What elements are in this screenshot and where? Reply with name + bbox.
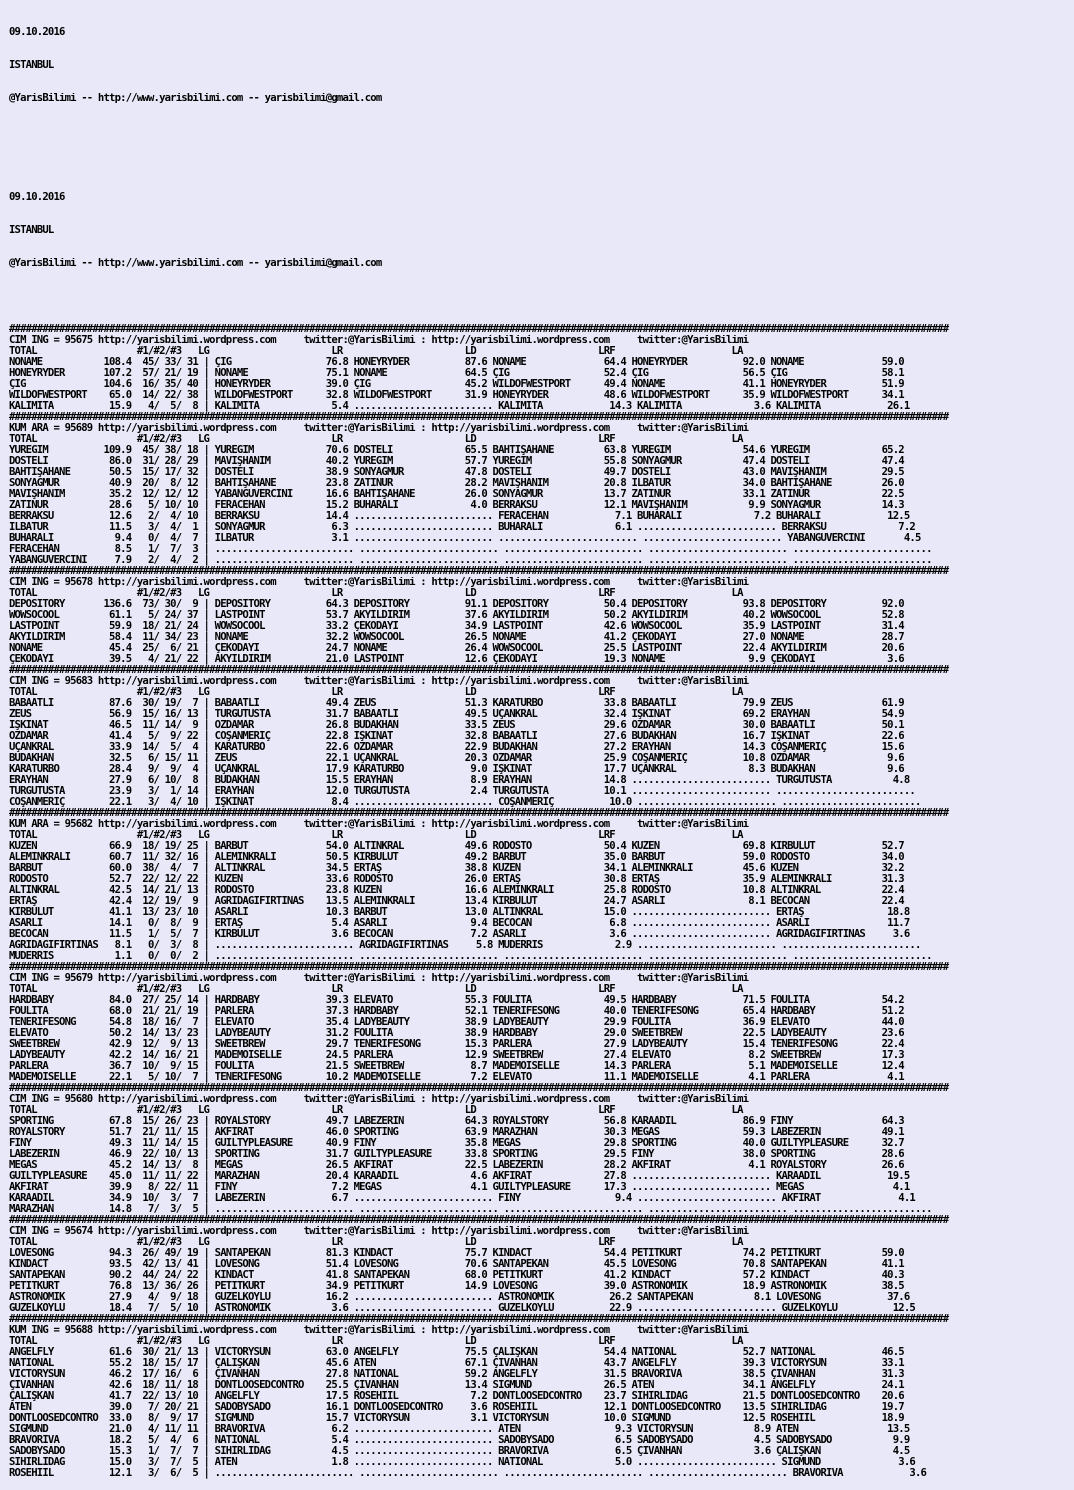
table-line: WOWSOCOOL 61.1 5/ 24/ 37 | LASTPOINT 53.7 AKYILDIRIM 37.6 AKYILDIRIM 50.2 AKYILDIRIM 40.2 WOWSOCOOL 52.8 — [9, 610, 904, 621]
table-line: İLBATUR 11.5 3/ 4/ 1 | SONYAGMUR 6.3 ......................... BUHARALI 6.1 ......................... BERRAKSU 7.2 — [9, 522, 915, 533]
separator-line: ######################################################################################################################################################################### — [9, 1314, 949, 1325]
table-line: RODOSTO 52.7 22/ 12/ 22 | KUZEN 33.6 RODOSTO 26.0 ERTAŞ 30.8 ERTAŞ 35.9 ALEMİNKRALI 31.3 — [9, 874, 904, 885]
separator-line: ######################################################################################################################################################################### — [9, 324, 949, 335]
table-line: KIRBULUT 41.1 13/ 23/ 10 | ASARLI 10.3 BARBUT 13.0 ALTINKRAL 15.0 ......................... ERTAŞ 18.8 — [9, 907, 910, 918]
table-line: COŞANMERİÇ 22.1 3/ 4/ 10 | IŞKINAT 8.4 ......................... COŞANMERİÇ 10.0 ......................... ......................... — [9, 797, 921, 808]
table-line: ALTINKRAL 42.5 14/ 21/ 13 | RODOSTO 23.8 KUZEN 16.6 ALEMİNKRALI 25.8 RODOSTO 10.8 ALTINKRAL 22.4 — [9, 885, 904, 896]
table-line: PETITKURT 76.8 13/ 36/ 26 | PETITKURT 34.9 PETITKURT 14.9 LOVESONG 39.0 ASTRONOMİK 18.9 ASTRONOMİK 38.5 — [9, 1281, 904, 1292]
table-line: ROSEHIIL 12.1 3/ 6/ 5 | ......................... ......................... ......................... ......................... BRAVORIVA 3.6 — [9, 1468, 927, 1479]
header-date-repeat: 09.10.2016 — [9, 192, 65, 203]
table-line: MAVİŞHANIM 35.2 12/ 12/ 12 | YABANGUVERCİNİ 16.6 BAHTIŞAHANE 26.0 SONYAGMUR 13.7 ZATİNUR 33.1 ZATİNUR 22.5 — [9, 489, 904, 500]
table-line: FERACEHAN 8.5 1/ 7/ 3 | ......................... ......................... ......................... ......................... ......................... — [9, 544, 932, 555]
separator-line: ######################################################################################################################################################################### — [9, 962, 949, 973]
table-line: AKYILDIRIM 58.4 11/ 34/ 23 | NONAME 32.2 WOWSOCOOL 26.5 NONAME 41.2 ÇEKODAYI 27.0 NONAME 28.7 — [9, 632, 904, 643]
table-line: SIGMUND 21.0 4/ 11/ 11 | BRAVORIVA 6.2 ......................... ATEN 9.3 VICTORYSUN 8.9 ATEN 13.5 — [9, 1424, 910, 1435]
table-line: LADYBEAUTY 42.2 14/ 16/ 21 | MADEMOISELLE 24.5 PARLERA 12.9 SWEETBREW 27.4 ELEVATO 8.2 SWEETBREW 17.3 — [9, 1050, 904, 1061]
separator-line: ######################################################################################################################################################################### — [9, 665, 949, 676]
spacer — [9, 159, 1069, 170]
table-line: KUM ING = 95688 http://yarisbilimi.wordpress.com twitter:@YarisBilimi : http://yarisbilimi.wordpress.com twitter:@YarisBilimi — [9, 1325, 749, 1336]
table-line: ÇALIŞKAN 41.7 22/ 13/ 10 | ANGELFLY 17.5 ROSEHIIL 7.2 DONTLOOSEDCONTRO 23.7 SIHIRLIDAĞ 21.5 DONTLOOSEDCONTRO 20.6 — [9, 1391, 904, 1402]
header-contact: @YarisBilimi -- http://www.yarisbilimi.com -- yarisbilimi@gmail.com — [9, 93, 382, 104]
table-line: ASARLI 14.1 0/ 8/ 9 | ERTAŞ 5.4 ASARLI 9.4 BECOCAN 6.8 ......................... ASARLI 11.7 — [9, 918, 910, 929]
separator-line: ######################################################################################################################################################################### — [9, 1083, 949, 1094]
table-line: ERTAŞ 42.4 12/ 19/ 9 | AGRIDAGIFIRTINAS 13.5 ALEMİNKRALI 13.4 KIRBULUT 24.7 ASARLI 8.1 BECOCAN 22.4 — [9, 896, 904, 907]
table-line: DOSTELİ 86.0 31/ 28/ 29 | MAVİŞHANIM 40.2 YUREĞİM 57.7 YUREĞİM 55.8 SONYAGMUR 47.4 DOSTELİ 47.4 — [9, 456, 904, 467]
table-line: KARAADİL 34.9 10/ 3/ 7 | LABEZERIN 6.7 ......................... FINY 9.4 ......................... AKFIRAT 4.1 — [9, 1193, 915, 1204]
table-line: ZEUS 56.9 15/ 16/ 13 | TURGUTUSTA 31.7 BABAATLI 49.5 UÇANKRAL 32.4 IŞKINAT 69.2 ERAYHAN 54.9 — [9, 709, 904, 720]
table-line: BERRAKSU 12.6 2/ 4/ 10 | BERRAKSU 14.4 ......................... FERACEHAN 7.1 BUHARALI 7.2 BUHARALI 12.5 — [9, 511, 910, 522]
table-line: KINDACT 93.5 42/ 13/ 41 | LOVESONG 51.4 LOVESONG 70.6 SANTAPEKAN 45.5 LOVESONG 70.8 SANTAPEKAN 41.1 — [9, 1259, 904, 1270]
table-line: CIM ING = 95680 http://yarisbilimi.wordpress.com twitter:@YarisBilimi : http://yarisbilimi.wordpress.com twitter:@YarisBilimi — [9, 1094, 749, 1105]
table-line: BUHARALI 9.4 0/ 4/ 7 | İLBATUR 3.1 ......................... ......................... ......................... YABANGUVERCİNİ 4.5 — [9, 533, 921, 544]
table-line: TOTAL #1/#2/#3 LG LR LD LRF LA — [9, 588, 743, 599]
table-line: SPORTING 67.8 15/ 26/ 23 | ROYALSTORY 49.7 LABEZERIN 64.3 ROYALSTORY 56.8 KARAADİL 86.9 FINY 64.3 — [9, 1116, 904, 1127]
table-line: IŞKINAT 46.5 11/ 14/ 9 | ÖZDAMAR 26.8 BUDAKHAN 33.5 ZEUS 29.6 ÖZDAMAR 30.0 BABAATLI 50.1 — [9, 720, 904, 731]
table-line: NONAME 108.4 45/ 33/ 31 | ÇIG 76.8 HONEYRYDER 87.6 NONAME 64.4 HONEYRYDER 92.0 NONAME 59.0 — [9, 357, 904, 368]
spacer — [9, 291, 1069, 302]
table-line: AKFIRAT 39.9 8/ 22/ 11 | FINY 7.2 MEGAS 4.1 GUILTYPLEASURE 17.3 ......................... MEGAS 4.1 — [9, 1182, 910, 1193]
table-line: CIM ING = 95678 http://yarisbilimi.wordpress.com twitter:@YarisBilimi : http://yarisbilimi.wordpress.com twitter:@YarisBilimi — [9, 577, 749, 588]
separator-line: ######################################################################################################################################################################### — [9, 1215, 949, 1226]
table-line: TOTAL #1/#2/#3 LG LR LD LRF LA — [9, 984, 743, 995]
table-line: MADEMOISELLE 22.1 5/ 10/ 7 | TENERIFESONG 10.2 MADEMOISELLE 7.2 ELEVATO 11.1 MADEMOISELLE 4.1 PARLERA 4.1 — [9, 1072, 904, 1083]
table-line: CIM ING = 95675 http://yarisbilimi.wordpress.com twitter:@YarisBilimi : http://yarisbilimi.wordpress.com twitter:@YarisBilimi — [9, 335, 749, 346]
table-line: YABANGUVERCİNİ 7.9 2/ 4/ 2 | ......................... ......................... ......................... ......................... ......................... — [9, 555, 932, 566]
table-line: GUZELKOYLU 18.4 7/ 5/ 10 | ASTRONOMİK 3.6 ......................... GUZELKOYLU 22.9 ......................... GUZELKOYLU 12.5 — [9, 1303, 915, 1314]
table-line: TOTAL #1/#2/#3 LG LR LD LRF LA — [9, 1336, 743, 1347]
table-line: ATEN 39.0 7/ 20/ 21 | SADOBYSADO 16.1 DONTLOOSEDCONTRO 3.6 ROSEHIIL 12.1 DONTLOOSEDCONTRO 13.5 SIHIRLIDAĞ 19.7 — [9, 1402, 904, 1413]
table-line: SONYAGMUR 40.9 20/ 8/ 12 | BAHTIŞAHANE 23.8 ZATİNUR 28.2 MAVİŞHANIM 20.8 İLBATUR 34.0 BAHTIŞAHANE 26.0 — [9, 478, 904, 489]
spacer — [9, 126, 1069, 137]
table-line: DEPOSITORY 136.6 73/ 30/ 9 | DEPOSITORY 64.3 DEPOSITORY 91.1 DEPOSITORY 50.4 DEPOSITORY 93.8 DEPOSITORY 92.0 — [9, 599, 904, 610]
table-line: DONTLOOSEDCONTRO 33.0 8/ 9/ 17 | SIGMUND 15.7 VICTORYSUN 3.1 VICTORYSUN 10.0 SIGMUND 12.5 ROSEHIIL 18.9 — [9, 1413, 904, 1424]
table-line: BABAATLI 87.6 30/ 19/ 7 | BABAATLI 49.4 ZEUS 51.3 KARATURBO 33.8 BABAATLI 79.9 ZEUS 61.9 — [9, 698, 904, 709]
table-line: BRAVORIVA 18.2 5/ 4/ 6 | NATIONAL 5.4 ......................... SADOBYSADO 6.5 SADOBYSADO 4.5 SADOBYSADO 9.9 — [9, 1435, 910, 1446]
header-city: ISTANBUL — [9, 60, 54, 71]
table-line: SIHIRLIDAĞ 15.0 3/ 7/ 5 | ATEN 1.8 ......................... NATIONAL 5.0 ......................... SIGMUND 3.6 — [9, 1457, 915, 1468]
table-line: FOULITA 68.0 21/ 21/ 19 | PARLERA 37.3 HARDBABY 52.1 TENERIFESONG 40.0 TENERIFESONG 65.4 HARDBABY 51.2 — [9, 1006, 904, 1017]
table-line: ALEMİNKRALI 60.7 11/ 32/ 16 | ALEMİNKRALI 50.5 KIRBULUT 49.2 BARBUT 35.0 BARBUT 59.0 RODOSTO 34.0 — [9, 852, 904, 863]
table-line: BUDAKHAN 32.5 6/ 15/ 11 | ZEUS 22.1 UÇANKRAL 20.3 ÖZDAMAR 25.9 COŞANMERİÇ 10.8 ÖZDAMAR 9.6 — [9, 753, 904, 764]
table-line: ÇIVANHAN 42.6 18/ 11/ 18 | DONTLOOSEDCONTRO 25.5 ÇIVANHAN 13.4 SIGMUND 26.5 ATEN 34.1 ANGELFLY 24.1 — [9, 1380, 904, 1391]
table-line: WILDOFWESTPORT 65.0 14/ 22/ 38 | WILDOFWESTPORT 32.8 WILDOFWESTPORT 31.9 HONEYRYDER 48.6 WILDOFWESTPORT 35.9 WILDOFWESTPORT 34.1 — [9, 390, 904, 401]
table-line: BECOCAN 11.5 1/ 5/ 7 | KIRBULUT 3.6 BECOCAN 7.2 ASARLI 3.6 ......................... AGRIDAĞIFIRTINAS 3.6 — [9, 929, 910, 940]
table-line: BARBUT 60.0 38/ 4/ 7 | ALTINKRAL 34.5 ERTAŞ 38.8 KUZEN 34.1 ALEMİNKRALI 45.6 KUZEN 32.2 — [9, 863, 904, 874]
table-line: ASTRONOMİK 27.9 4/ 9/ 18 | GUZELKOYLU 16.2 ......................... ASTRONOMİK 26.2 SANTAPEKAN 8.1 LOVESONG 37.6 — [9, 1292, 910, 1303]
table-line: KALIMITA 15.9 4/ 5/ 8 | KALIMITA 5.4 ......................... KALIMITA 14.3 KALIMITA 3.6 KALIMITA 26.1 — [9, 401, 910, 412]
table-line: TOTAL #1/#2/#3 LG LR LD LRF LA — [9, 1105, 743, 1116]
table-line: KUM ARA = 95689 http://yarisbilimi.wordpress.com twitter:@YarisBilimi : http://yarisbilimi.wordpress.com twitter:@YarisBilimi — [9, 423, 749, 434]
table-line: TOTAL #1/#2/#3 LG LR LD LRF LA — [9, 830, 743, 841]
table-line: KUM ARA = 95682 http://yarisbilimi.wordpress.com twitter:@YarisBilimi : http://yarisbilimi.wordpress.com twitter:@YarisBilimi — [9, 819, 749, 830]
table-line: YUREĞİM 109.9 45/ 38/ 18 | YUREĞİM 70.6 DOSTELİ 65.5 BAHTIŞAHANE 63.8 YUREĞİM 54.6 YUREĞİM 65.2 — [9, 445, 904, 456]
table-line: LABEZERIN 46.9 22/ 10/ 13 | SPORTING 31.7 GUILTYPLEASURE 33.8 SPORTING 29.5 FINY 38.0 SPORTING 28.6 — [9, 1149, 904, 1160]
table-line: BAHTIŞAHANE 50.5 15/ 17/ 32 | DOSTELİ 38.9 SONYAGMUR 47.8 DOSTELİ 49.7 DOSTELİ 43.0 MAVİŞHANIM 29.5 — [9, 467, 904, 478]
table-line: TOTAL #1/#2/#3 LG LR LD LRF LA — [9, 346, 743, 357]
table-line: CIM ING = 95679 http://yarisbilimi.wordpress.com twitter:@YarisBilimi : http://yarisbilimi.wordpress.com twitter:@YarisBilimi — [9, 973, 749, 984]
table-line: TOTAL #1/#2/#3 LG LR LD LRF LA — [9, 687, 743, 698]
table-line: MEGAS 45.2 14/ 13/ 8 | MEGAS 26.5 AKFIRAT 22.5 LABEZERIN 28.2 AKFIRAT 4.1 ROYALSTORY 26.6 — [9, 1160, 904, 1171]
table-line: PARLERA 36.7 10/ 9/ 15 | FOULITA 21.5 SWEETBREW 8.7 MADEMOISELLE 14.3 PARLERA 5.1 MADEMOISELLE 12.4 — [9, 1061, 904, 1072]
table-line: TURGUTUSTA 23.9 3/ 1/ 14 | ERAYHAN 12.0 TURGUTUSTA 2.4 TURGUTUSTA 10.1 ......................... ......................... — [9, 786, 915, 797]
header-date: 09.10.2016 — [9, 27, 65, 38]
table-line: HARDBABY 84.0 27/ 25/ 14 | HARDBABY 39.3 ELEVATO 55.3 FOULITA 49.5 HARDBABY 71.5 FOULITA 54.2 — [9, 995, 904, 1006]
table-line: SWEETBREW 42.9 12/ 9/ 13 | SWEETBREW 29.7 TENERIFESONG 15.3 PARLERA 27.9 LADYBEAUTY 15.4 TENERIFESONG 22.4 — [9, 1039, 904, 1050]
table-line: CIM ING = 95674 http://yarisbilimi.wordpress.com twitter:@YarisBilimi : http://yarisbilimi.wordpress.com twitter:@YarisBilimi — [9, 1226, 749, 1237]
header-city-repeat: ISTANBUL — [9, 225, 54, 236]
table-line: HONEYRYDER 107.2 57/ 21/ 19 | NONAME 75.1 NONAME 64.5 ÇIG 52.4 ÇIG 56.5 ÇIG 58.1 — [9, 368, 904, 379]
table-line: ÖZDAMAR 41.4 5/ 9/ 22 | COŞANMERİÇ 22.8 IŞKINAT 32.8 BABAATLI 27.6 BUDAKHAN 16.7 IŞKINAT 22.6 — [9, 731, 904, 742]
table-line: VICTORYSUN 46.2 17/ 16/ 6 | ÇIVANHAN 27.8 NATIONAL 59.2 ANGELFLY 31.5 BRAVORIVA 38.5 ÇIVANHAN 31.3 — [9, 1369, 904, 1380]
table-line: TENERIFESONG 54.8 18/ 16/ 7 | ELEVATO 35.4 LADYBEAUTY 38.9 LADYBEAUTY 29.9 FOULITA 36.9 ELEVATO 44.0 — [9, 1017, 904, 1028]
race-tables — [9, 324, 1069, 1479]
header-contact-repeat: @YarisBilimi -- http://www.yarisbilimi.com -- yarisbilimi@gmail.com — [9, 258, 382, 269]
separator-line: ######################################################################################################################################################################### — [9, 566, 949, 577]
separator-line: ######################################################################################################################################################################### — [9, 412, 949, 423]
table-line: MARAZHAN 14.8 7/ 3/ 5 | ......................... ......................... ......................... ......................... ......................... — [9, 1204, 932, 1215]
table-line: LASTPOINT 59.9 18/ 21/ 24 | WOWSOCOOL 33.2 ÇEKODAYI 34.9 LASTPOINT 42.6 WOWSOCOOL 35.9 LASTPOINT 31.4 — [9, 621, 904, 632]
table-line: AGRIDAGIFIRTINAS 8.1 0/ 3/ 8 | ......................... AGRIDAGIFIRTINAS 5.8 MUDERRIS 2.9 ......................... ......................... — [9, 940, 921, 951]
table-line: NATIONAL 55.2 18/ 15/ 17 | ÇALIŞKAN 45.6 ATEN 67.1 ÇIVANHAN 43.7 ANGELFLY 39.3 VICTORYSUN 33.1 — [9, 1358, 904, 1369]
table-line: KARATURBO 28.4 9/ 9/ 4 | UÇANKRAL 17.9 KARATURBO 9.0 IŞKINAT 17.7 UÇANKRAL 8.3 BUDAKHAN 9.6 — [9, 764, 904, 775]
table-line: NONAME 45.4 25/ 6/ 21 | ÇEKODAYI 24.7 NONAME 26.4 WOWSOCOOL 25.5 LASTPOINT 22.4 AKYILDIRIM 20.6 — [9, 643, 904, 654]
table-line: LOVESONG 94.3 26/ 49/ 19 | SANTAPEKAN 81.3 KINDACT 75.7 KINDACT 54.4 PETITKURT 74.2 PETITKURT 59.0 — [9, 1248, 904, 1259]
table-line: MUDERRIS 1.1 0/ 0/ 2 | ......................... ......................... ......................... ......................... ......................... — [9, 951, 932, 962]
table-line: ZATİNUR 28.6 5/ 10/ 10 | FERACEHAN 15.2 BUHARALI 4.0 BERRAKSU 12.1 MAVİŞHANIM 9.9 SONYAGMUR 14.3 — [9, 500, 904, 511]
table-line: ANGELFLY 61.6 30/ 21/ 13 | VICTORYSUN 63.0 ANGELFLY 75.5 ÇALIŞKAN 54.4 NATIONAL 52.7 NATIONAL 46.5 — [9, 1347, 904, 1358]
table-line: ELEVATO 50.2 14/ 13/ 23 | LADYBEAUTY 31.2 FOULITA 38.9 HARDBABY 29.0 SWEETBREW 22.5 LADYBEAUTY 23.6 — [9, 1028, 904, 1039]
table-line: CIM ING = 95683 http://yarisbilimi.wordpress.com twitter:@YarisBilimi : http://yarisbilimi.wordpress.com twitter:@YarisBilimi — [9, 676, 749, 687]
table-line: FINY 49.3 11/ 14/ 15 | GUILTYPLEASURE 40.9 FINY 35.8 MEGAS 29.8 SPORTING 40.0 GUILTYPLEASURE 32.7 — [9, 1138, 904, 1149]
table-line: SADOBYSADO 15.3 1/ 7/ 7 | SIHIRLIDAĞ 4.5 ......................... BRAVORIVA 6.5 ÇIVANHAN 3.6 ÇALIŞKAN 4.5 — [9, 1446, 910, 1457]
results-document — [9, 5, 1069, 1490]
table-line: KUZEN 66.9 18/ 19/ 25 | BARBUT 54.0 ALTINKRAL 49.6 RODOSTO 50.4 KUZEN 69.8 KIRBULUT 52.7 — [9, 841, 904, 852]
table-line: SANTAPEKAN 90.2 44/ 24/ 22 | KINDACT 41.8 SANTAPEKAN 68.0 PETITKURT 41.2 KINDACT 57.2 KINDACT 40.3 — [9, 1270, 904, 1281]
table-line: ÇEKODAYI 39.5 4/ 21/ 22 | AKYILDIRIM 21.0 LASTPOINT 12.6 ÇEKODAYI 19.3 NONAME 9.9 ÇEKODAYI 3.6 — [9, 654, 904, 665]
table-line: ERAYHAN 27.9 6/ 10/ 8 | BUDAKHAN 15.5 ERAYHAN 8.9 ERAYHAN 14.8 ......................... TURGUTUSTA 4.8 — [9, 775, 910, 786]
separator-line: ######################################################################################################################################################################### — [9, 808, 949, 819]
table-line: UÇANKRAL 33.9 14/ 5/ 4 | KARATURBO 22.6 ÖZDAMAR 22.9 BUDAKHAN 27.2 ERAYHAN 14.3 COŞANMERİÇ 15.6 — [9, 742, 904, 753]
table-line: TOTAL #1/#2/#3 LG LR LD LRF LA — [9, 1237, 743, 1248]
table-line: GUILTYPLEASURE 45.0 11/ 11/ 22 | MARAZHAN 20.4 KARAADİL 4.6 AKFIRAT 27.8 ......................... KARAADİL 19.5 — [9, 1171, 910, 1182]
table-line: TOTAL #1/#2/#3 LG LR LD LRF LA — [9, 434, 743, 445]
table-line: ÇIG 104.6 16/ 35/ 40 | HONEYRYDER 39.0 ÇIG 45.2 WILDOFWESTPORT 49.4 NONAME 41.1 HONEYRYDER 51.9 — [9, 379, 904, 390]
table-line: ROYALSTORY 51.7 21/ 11/ 15 | AKFIRAT 46.0 SPORTING 63.9 MARAZHAN 30.3 MEGAS 59.3 LABEZERIN 49.1 — [9, 1127, 904, 1138]
